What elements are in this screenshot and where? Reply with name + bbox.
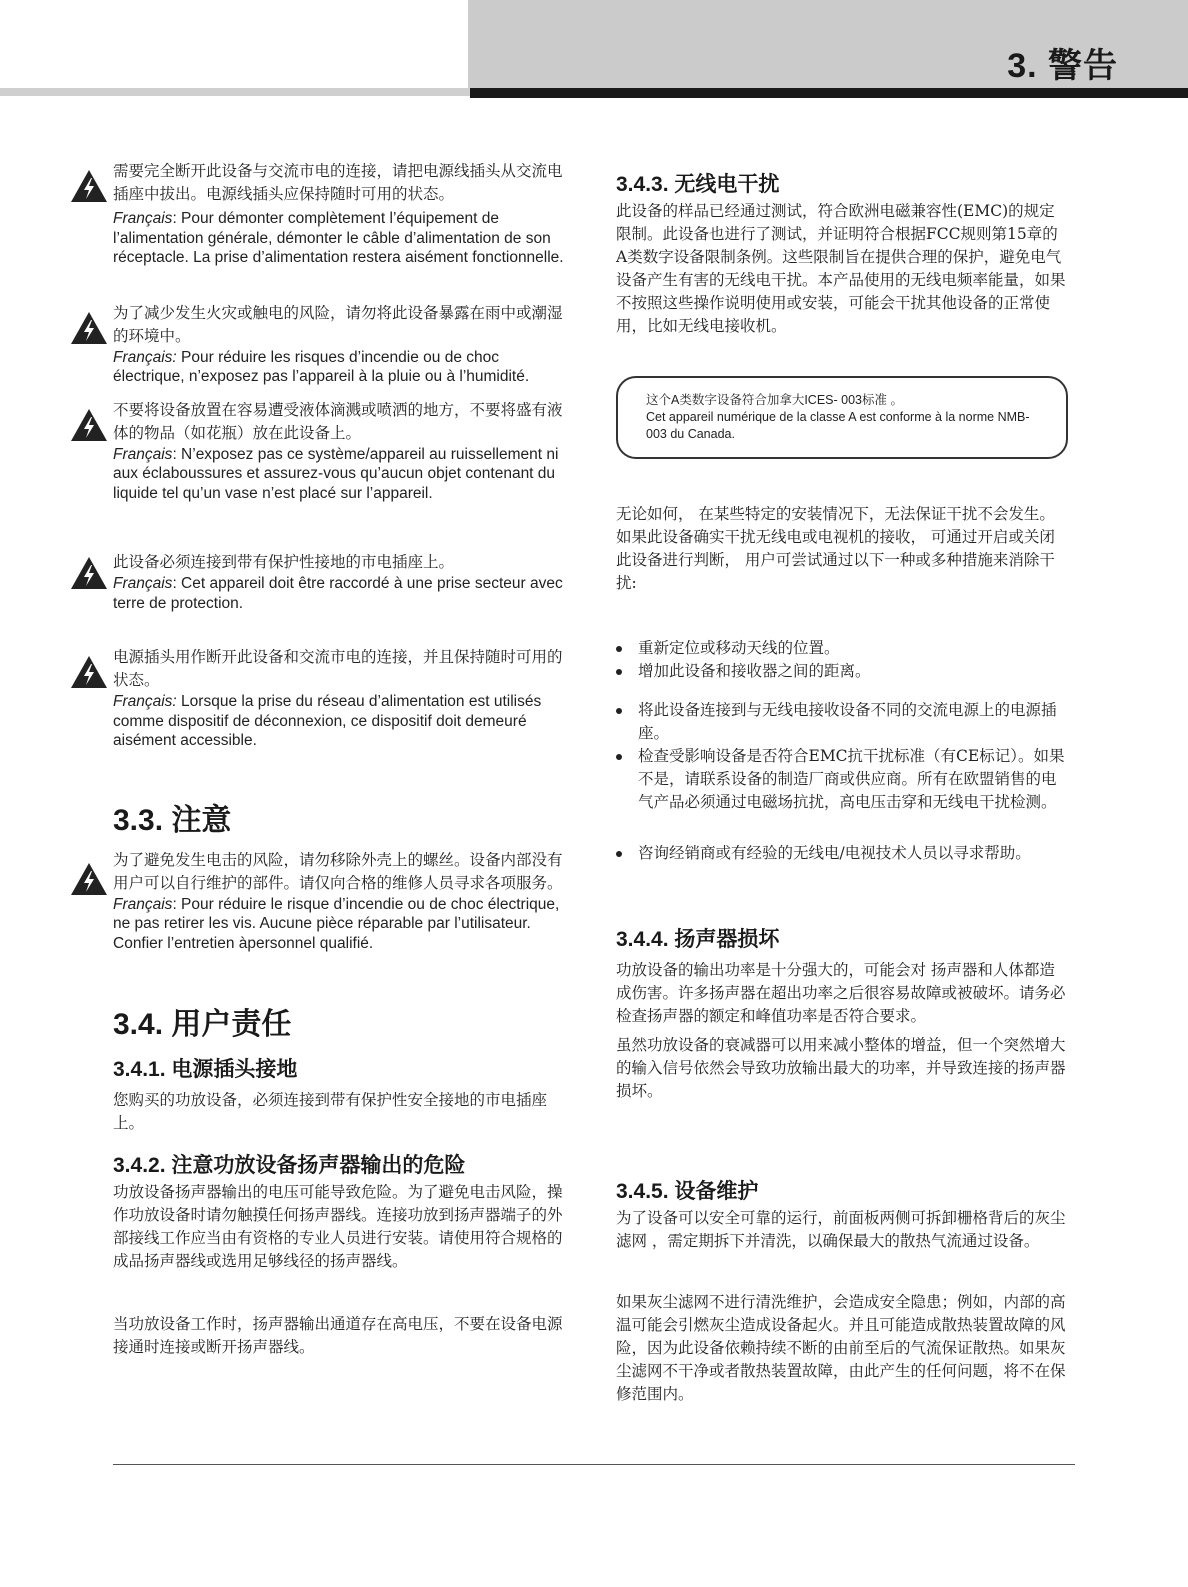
warning-5-zh: 电源插头用作断开此设备和交流市电的连接，并且保持随时可用的状态。 [113, 648, 563, 689]
fr-text: : Pour réduire le risque d’incendie ou de choc électrique, ne pas retirer les vis. Aucune pièce réparable par l’utilisateur. Confier l’entretien àpersonnel qualifié. [113, 895, 560, 952]
list-item [616, 660, 1068, 683]
warning-2 [113, 302, 568, 387]
fr-text: Lorsque la prise du réseau d’alimentation est utilisés comme dispositif de déconnexion, ce dispositif doit demeuré aisément accessible. [113, 693, 542, 749]
section-3-4-4-para-2: 虽然功放设备的衰减器可以用来减小整体的增益，但一个突然增大的输入信号依然会导致功放输出最大的功率，并导致连接的扬声器损坏。 [616, 1036, 1066, 1100]
interference-list-a [616, 637, 1068, 683]
section-3-4-1-heading [113, 1053, 568, 1083]
header-rule-left [0, 88, 470, 96]
caution-1-fr [113, 895, 568, 954]
section-number: 3.3. [113, 803, 164, 837]
warning-5 [113, 646, 568, 751]
warning-2-zh: 为了减少发生火灾或触电的风险，请勿将此设备暴露在雨中或潮湿的环境中。 [113, 303, 563, 345]
section-3-4-3-para-2: 无论如何， 在某些特定的安装情况下，无法保证干扰不会发生。如果此设备确实干扰无线电或电视机的接收， 可通过开启或关闭此设备进行判断， 用户可尝试通过以下一种或多种措施来消除干扰: [616, 505, 1055, 592]
bullet-icon [616, 646, 622, 652]
section-number: 3.4.4. [616, 928, 669, 951]
warning-2-fr [113, 348, 568, 387]
warning-1 [113, 160, 568, 268]
fr-label: Français: [113, 693, 177, 710]
warning-4-zh: 此设备必须连接到带有保护性接地的市电插座上。 [113, 553, 455, 571]
warning-shock-icon [69, 861, 109, 897]
section-title: 注意 [171, 803, 232, 837]
warning-5-fr [113, 692, 568, 751]
warning-shock-icon [69, 407, 109, 443]
right-column [616, 168, 1068, 1406]
section-title: 电源插头接地 [171, 1058, 298, 1081]
fr-label: Français [113, 210, 173, 227]
section-3-4-2-para-2: 当功放设备工作时，扬声器输出通道存在高电压，不要在设备电源接通时连接或断开扬声器线。 [113, 1315, 563, 1356]
fr-label: Français [113, 575, 173, 592]
section-3-4-2-heading [113, 1149, 568, 1179]
bullet-icon [616, 708, 622, 714]
bullet-icon [616, 669, 622, 675]
section-number: 3.4.1. [113, 1058, 166, 1081]
bullet-icon [616, 851, 622, 857]
section-3-4-4-heading [616, 923, 1068, 953]
list-item [616, 699, 1068, 745]
interference-list-b [616, 699, 1068, 814]
warning-shock-icon [69, 168, 109, 204]
warning-1-fr [113, 209, 568, 268]
section-title: 无线电干扰 [674, 173, 780, 196]
section-number: 3.4.3. [616, 173, 669, 196]
section-title: 设备维护 [674, 1180, 759, 1203]
list-item-text: 增加此设备和接收器之间的距离。 [638, 662, 871, 680]
footer-rule [113, 1464, 1075, 1465]
fr-label: Français [113, 445, 173, 463]
ices-notice-zh: 这个A类数字设备符合加拿大ICES- 003标准 。 [646, 393, 903, 407]
section-title: 用户责任 [171, 1008, 292, 1041]
warning-shock-icon [69, 310, 109, 346]
fr-text: : Cet appareil doit être raccordé à une prise secteur avec terre de protection. [113, 575, 563, 612]
warning-4 [113, 551, 568, 613]
section-3-4-3-para-1: 此设备的样品已经通过测试，符合欧洲电磁兼容性(EMC)的规定限制。此设备也进行了测试，并证明符合根据FCC规则第15章的A类数字设备限制条例。这些限制旨在提供合理的保护，避免电气设备产生有害的无线电干扰。本产品使用的无线电频率能量，如果不按照这些操作说明使用或安装，可能会干扰其他设备的正常使用，比如无线电接收机。 [616, 202, 1066, 335]
caution-1 [113, 849, 568, 954]
section-3-4-5-heading [616, 1175, 1068, 1205]
section-number: 3.4.5. [616, 1180, 669, 1203]
ices-notice-fr: Cet appareil numérique de la classe A est conforme à la norme NMB-003 du Canada. [646, 410, 1030, 441]
section-3-4-1-text: 您购买的功放设备，必须连接到带有保护性安全接地的市电插座上。 [113, 1091, 548, 1132]
section-title: 扬声器损坏 [674, 928, 780, 951]
list-item-text: 重新定位或移动天线的位置。 [638, 639, 840, 657]
section-3-4-4-para-1: 功放设备的输出功率是十分强大的，可能会对 扬声器和人体都造成伤害。许多扬声器在超出功率之后很容易故障或被破坏。请务必检查扬声器的额定和峰值功率是否符合要求。 [616, 961, 1066, 1025]
list-item [616, 637, 1068, 660]
section-3-4-heading [113, 999, 568, 1043]
section-3-4-3-heading [616, 168, 1068, 198]
list-item-text: 咨询经销商或有经验的无线电/电视技术人员以寻求帮助。 [638, 844, 1031, 862]
warning-3 [113, 399, 568, 504]
fr-text: : Pour démonter complètement l’équipement de l’alimentation générale, démonter le câble d’alimentation de son réceptacle. La prise d’alimentation restera aisément fonctionnelle. [113, 210, 564, 266]
bullet-icon [616, 754, 622, 760]
fr-label: Français: [113, 348, 177, 366]
warning-3-zh: 不要将设备放置在容易遭受液体滴溅或喷洒的地方，不要将盛有液体的物品（如花瓶）放在此设备上。 [113, 400, 563, 442]
warning-3-fr [113, 445, 568, 504]
warning-shock-icon [69, 654, 109, 690]
list-item [616, 745, 1068, 814]
section-3-4-5-para-2: 如果灰尘滤网不进行清洗维护，会造成安全隐患；例如，内部的高温可能会引燃灰尘造成设备起火。并且可能造成散热装置故障的风险，因为此设备依赖持续不断的由前至后的气流保证散热。如果灰尘滤网不干净或者散热装置故障，由此产生的任何问题，将不在保修范围内。 [616, 1293, 1066, 1403]
fr-label: Français [113, 895, 173, 913]
warning-1-zh: 需要完全断开此设备与交流市电的连接，请把电源线插头从交流电插座中拔出。电源线插头应保持随时可用的状态。 [113, 162, 563, 203]
page-title: 3. 警告 [1007, 47, 1118, 85]
list-item [616, 842, 1068, 865]
interference-list-c [616, 842, 1068, 865]
warning-4-fr [113, 574, 568, 613]
section-title: 注意功放设备扬声器输出的危险 [171, 1154, 466, 1177]
fr-text: : N’exposez pas ce système/appareil au ruissellement ni aux éclaboussures et assurez-vous qu’aucun objet contenant du liquide tel qu’un vase n’est placé sur l’appareil. [113, 445, 559, 502]
section-number: 3.4.2. [113, 1154, 166, 1177]
list-item-text: 检查受影响设备是否符合EMC抗干扰标准（有CE标记）。如果不是，请联系设备的制造厂商或供应商。所有在欧盟销售的电气产品必须通过电磁场抗扰，高电压击穿和无线电干扰检测。 [638, 747, 1065, 811]
section-3-3-heading [113, 795, 568, 839]
left-column [113, 160, 568, 1359]
section-3-4-5-para-1: 为了设备可以安全可靠的运行，前面板两侧可拆卸栅格背后的灰尘滤网 ，需定期拆下并清洗，以确保最大的散热气流通过设备。 [616, 1209, 1066, 1250]
header-rule-bar [470, 88, 1188, 98]
section-number: 3.4. [113, 1008, 164, 1041]
ices-notice-box [616, 376, 1068, 459]
warning-shock-icon [69, 555, 109, 591]
list-item-text: 将此设备连接到与无线电接收设备不同的交流电源上的电源插座。 [638, 701, 1057, 742]
section-3-4-2-para-1: 功放设备扬声器输出的电压可能导致危险。为了避免电击风险，操作功放设备时请勿触摸任何扬声器线。连接功放到扬声器端子的外部接线工作应当由有资格的专业人员进行安装。请使用符合规格的成品扬声器线或选用足够线径的扬声器线。 [113, 1183, 563, 1270]
caution-1-zh: 为了避免发生电击的风险，请勿移除外壳上的螺丝。设备内部没有用户可以自行维护的部件。请仅向合格的维修人员寻求各项服务。 [113, 850, 563, 892]
fr-text: Pour réduire les risques d’incendie ou de choc électrique, n’exposez pas l’appareil à la pluie ou à l’humidité. [113, 348, 530, 385]
